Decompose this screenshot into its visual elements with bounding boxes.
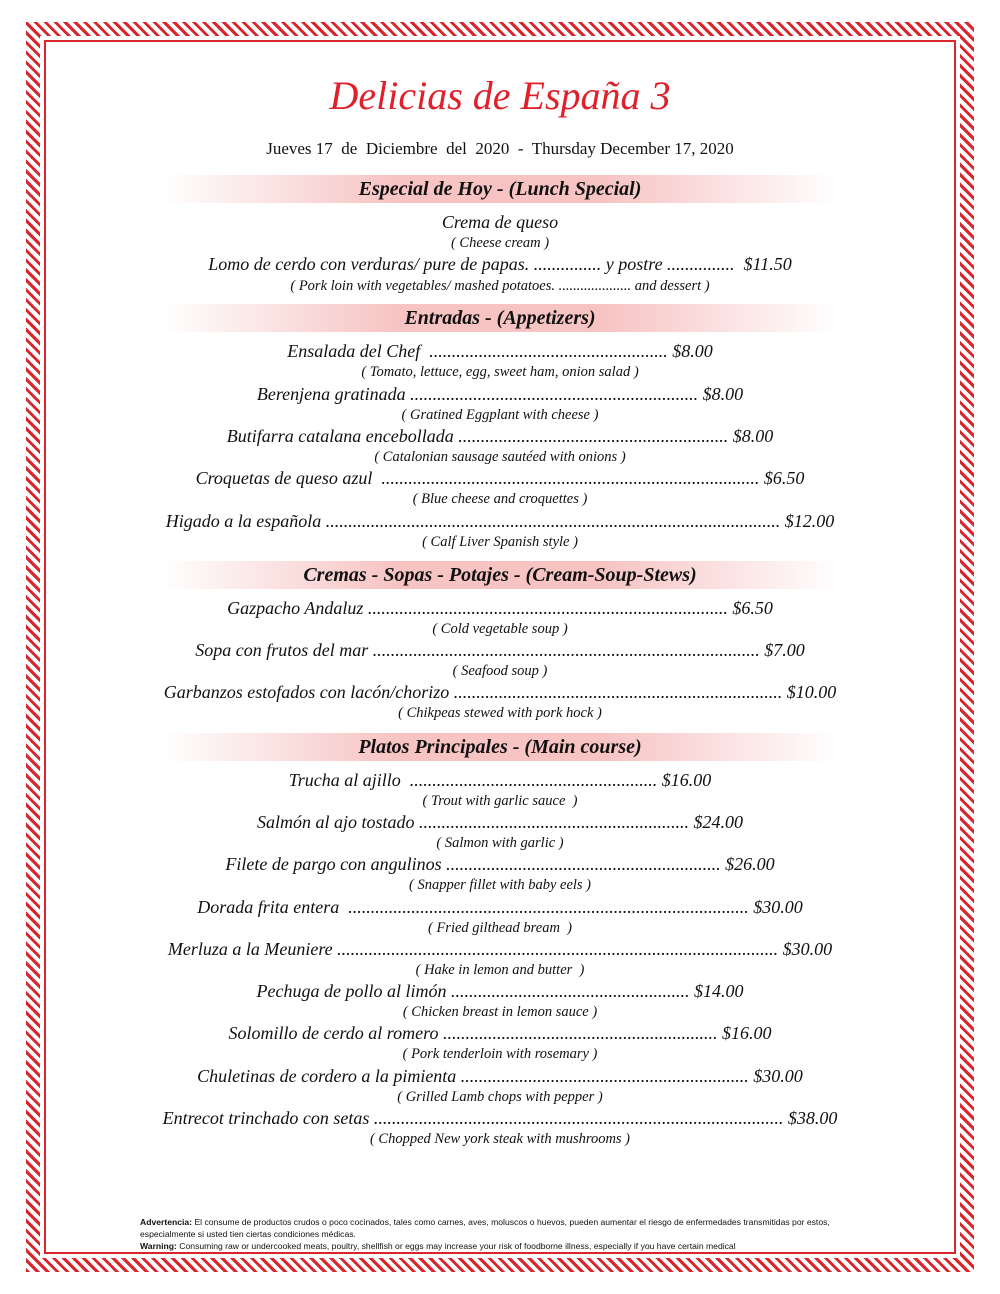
menu-item-desc: ( Pork tenderloin with rosemary ) — [402, 1046, 598, 1062]
section-heading-mains: Platos Principales - (Main course) — [160, 733, 840, 761]
menu-item-name: Pechuga de pollo al limón ..................................................... $14.00 — [256, 981, 744, 1001]
health-warning — [140, 1216, 880, 1252]
menu-item-desc: ( Gratined Eggplant with cheese ) — [401, 407, 599, 423]
menu-item-name: Butifarra catalana encebollada ............................................................ $8.00 — [226, 426, 774, 446]
warning-en-text: Consuming raw or undercooked meats, poultry, shellfish or eggs may increase your risk of foodborne illness, especially if you have certain medical — [176, 1241, 736, 1251]
warning-en-label: Warning: — [140, 1241, 177, 1251]
menu-item-desc: ( Fried gilthead bream ) — [427, 920, 573, 936]
menu-date: Jueves 17 de Diciembre del 2020 - Thursday December 17, 2020 — [266, 139, 734, 158]
menu-item-desc: ( Cold vegetable soup ) — [432, 621, 568, 637]
menu-item-name: Dorada frita entera ......................................................................................... $30.00 — [197, 897, 803, 917]
menu-item-name: Sopa con frutos del mar ...................................................................................... $7.00 — [195, 640, 805, 660]
menu-item-name: Filete de pargo con angulinos ............................................................. $26.00 — [225, 854, 775, 874]
menu-item-name: Salmón al ajo tostado ............................................................ $24.00 — [256, 812, 743, 832]
menu-item-desc: ( Blue cheese and croquettes ) — [412, 491, 588, 507]
menu-item-desc: ( Calf Liver Spanish style ) — [422, 534, 578, 550]
menu-item-name: Higado a la española ..................................................................................................... $12.00 — [165, 511, 835, 531]
menu-item-desc: ( Snapper fillet with baby eels ) — [408, 877, 592, 893]
menu-item-desc: ( Trout with garlic sauce ) — [422, 793, 578, 809]
menu-item-name: Merluza a la Meuniere .................................................................................................. $30.00 — [167, 939, 833, 959]
section-heading-soups: Cremas - Sopas - Potajes - (Cream-Soup-Stews) — [160, 561, 840, 589]
menu-item-name: Garbanzos estofados con lacón/chorizo ......................................................................... $10.00 — [163, 682, 837, 702]
warning-es — [140, 1216, 880, 1240]
special-soup: Crema de queso — [441, 212, 559, 232]
menu-item-desc: ( Grilled Lamb chops with pepper ) — [397, 1089, 603, 1105]
special-main: Lomo de cerdo con verduras/ pure de papas. ............... y postre ............... $11.50 — [208, 254, 792, 274]
menu-item-name: Gazpacho Andaluz ................................................................................ $6.50 — [227, 598, 773, 618]
menu-item-desc: ( Chicken breast in lemon sauce ) — [402, 1004, 598, 1020]
warning-es-label: Advertencia: — [140, 1217, 193, 1227]
menu-item-desc: ( Hake in lemon and butter ) — [415, 962, 585, 978]
menu-item-desc: ( Chikpeas stewed with pork hock ) — [398, 705, 602, 721]
menu-item-desc: ( Salmon with garlic ) — [436, 835, 564, 851]
menu-item-name: Entrecot trinchado con setas ........................................................................................... $38.00 — [162, 1108, 838, 1128]
menu-item-name: Berenjena gratinada ................................................................ $8.00 — [256, 384, 744, 404]
special-main-en: ( Pork loin with vegetables/ mashed potatoes. .................... and dessert ) — [290, 278, 710, 294]
menu-title: Delicias de España 3 — [329, 73, 671, 118]
section-heading-special: Especial de Hoy - (Lunch Special) — [160, 175, 840, 203]
menu-item-name: Solomillo de cerdo al romero ............................................................. $16.00 — [228, 1023, 772, 1043]
warning-es-text: El consume de productos crudos o poco cocinados, tales como carnes, aves, moluscos o huevos, pueden aumentar el riesgo de enfermedades transmitidas por estos, especialmente si usted tien ciertas condiciones médicas. — [140, 1217, 830, 1239]
menu-item-name: Chuletinas de cordero a la pimienta ................................................................ $30.00 — [197, 1066, 803, 1086]
warning-en — [140, 1240, 880, 1252]
menu-item-desc: ( Chopped New york steak with mushrooms ) — [369, 1131, 631, 1147]
menu-item-desc: ( Seafood soup ) — [452, 663, 548, 679]
menu-item-name: Ensalada del Chef ..................................................... $8.00 — [287, 341, 713, 361]
menu-item-name: Trucha al ajillo ....................................................... $16.00 — [288, 770, 712, 790]
menu-item-name: Croquetas de queso azul .................................................................................... $6.50 — [195, 468, 805, 488]
section-heading-appetizers: Entradas - (Appetizers) — [160, 304, 840, 332]
menu-item-desc: ( Catalonian sausage sautéed with onions ) — [374, 449, 626, 465]
special-soup-en: ( Cheese cream ) — [450, 235, 550, 251]
menu-item-desc: ( Tomato, lettuce, egg, sweet ham, onion salad ) — [361, 364, 639, 380]
